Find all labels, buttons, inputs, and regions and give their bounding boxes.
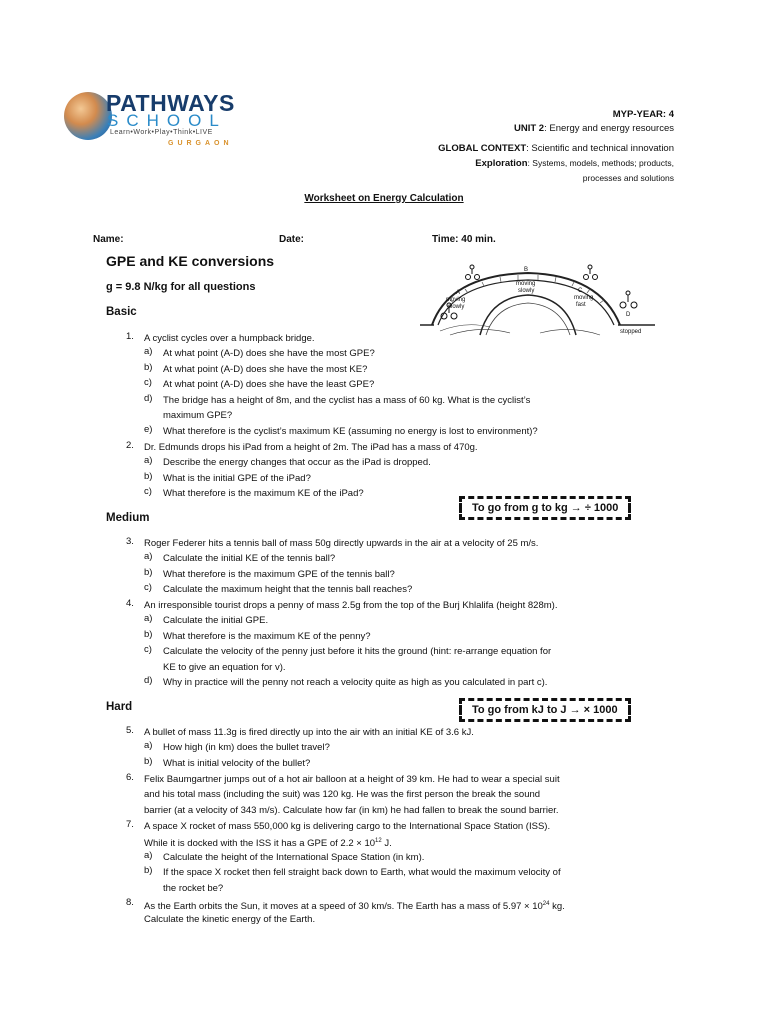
logo-tagline: Learn•Work•Play•Think•LIVE bbox=[110, 129, 213, 136]
conversion-kj-j-text: To go from kJ to J → × 1000 bbox=[472, 704, 618, 716]
q2-a-text: Describe the energy changes that occur as the iPad is dropped. bbox=[163, 457, 431, 468]
gravity-note: g = 9.8 N/kg for all questions bbox=[106, 281, 256, 293]
conversion-box-g-kg bbox=[459, 496, 631, 520]
q1-b-label: b) bbox=[144, 362, 153, 373]
q5-number: 5. bbox=[126, 725, 134, 736]
q7-number: 7. bbox=[126, 819, 134, 830]
q4-d-text: Why in practice will the penny not reach a velocity quite as high as you calculated in part c). bbox=[163, 677, 548, 688]
section-medium: Medium bbox=[106, 512, 150, 524]
q4-d-label: d) bbox=[144, 675, 153, 686]
q2-a-label: a) bbox=[144, 455, 153, 466]
q7-b-text-2: the rocket be? bbox=[163, 883, 224, 894]
q7-text-2 bbox=[144, 834, 654, 852]
point-d-text: stopped bbox=[620, 329, 642, 335]
q7-gpe-unit: J. bbox=[381, 838, 392, 850]
q4-a-text: Calculate the initial GPE. bbox=[163, 615, 269, 626]
q5-text: A bullet of mass 11.3g is fired directly up into the air with an initial KE of 3.6 kJ. bbox=[144, 727, 474, 738]
q2-c-label: c) bbox=[144, 486, 152, 497]
q3-c-label: c) bbox=[144, 582, 152, 593]
q1-number: 1. bbox=[126, 331, 134, 342]
exploration-text: : Systems, models, methods; products, bbox=[527, 158, 674, 168]
q4-c-text-1: Calculate the velocity of the penny just before it hits the ground (hint: re-arrange equation for bbox=[163, 646, 552, 657]
point-b-label: B bbox=[524, 267, 529, 273]
worksheet-title: Worksheet on Energy Calculation bbox=[304, 193, 464, 204]
logo-city: GURGAON bbox=[168, 140, 233, 147]
q5-a-text: How high (in km) does the bullet travel? bbox=[163, 742, 330, 753]
q8-mass-exponent: 24 bbox=[542, 901, 550, 907]
q7-a-label: a) bbox=[144, 850, 153, 861]
context-label: GLOBAL CONTEXT bbox=[438, 143, 527, 154]
q2-b-label: b) bbox=[144, 471, 153, 482]
q7-text-1: A space X rocket of mass 550,000 kg is delivering cargo to the International Space Station (ISS). bbox=[144, 821, 551, 832]
q1-d-label: d) bbox=[144, 393, 153, 404]
q4-a-label: a) bbox=[144, 613, 153, 624]
point-b-text-2: slowly bbox=[518, 288, 535, 294]
q8-mass-unit: kg. bbox=[549, 901, 565, 913]
q4-number: 4. bbox=[126, 598, 134, 609]
q7-a-text: Calculate the height of the International Space Station (in km). bbox=[163, 852, 425, 863]
time-label: Time: 40 min. bbox=[432, 234, 496, 245]
q6-text-3: barrier (at a velocity of 343 m/s). Calculate how far (in km) he had fallen to break the sound barrier. bbox=[144, 805, 559, 816]
q3-b-text: What therefore is the maximum GPE of the tennis ball? bbox=[163, 569, 395, 580]
logo-school: SCHOOL bbox=[107, 111, 227, 130]
q2-b-text: What is the initial GPE of the iPad? bbox=[163, 473, 311, 484]
unit-text: : Energy and energy resources bbox=[544, 123, 674, 134]
q2-text: Dr. Edmunds drops his iPad from a height of 2m. The iPad has a mass of 470g. bbox=[144, 442, 478, 453]
point-a-label: A bbox=[456, 290, 461, 296]
q8-text-2: Calculate the kinetic energy of the Earth. bbox=[144, 914, 316, 925]
q1-b-text: At what point (A-D) does she have the most KE? bbox=[163, 364, 368, 375]
q4-text: An irresponsible tourist drops a penny of mass 2.5g from the top of the Burj Khlalifa (height 828m). bbox=[144, 600, 558, 611]
q2-c-text: What therefore is the maximum KE of the iPad? bbox=[163, 488, 364, 499]
q1-e-label: e) bbox=[144, 424, 153, 435]
q1-c-text: At what point (A-D) does she have the least GPE? bbox=[163, 379, 375, 390]
bridge-diagram bbox=[420, 255, 655, 340]
q3-text: Roger Federer hits a tennis ball of mass 50g directly upwards in the air at a velocity of 25 m/s. bbox=[144, 538, 539, 549]
point-c-label: C bbox=[578, 288, 583, 294]
q1-a-text: At what point (A-D) does she have the most GPE? bbox=[163, 348, 375, 359]
q1-text: A cyclist cycles over a humpback bridge. bbox=[144, 333, 315, 344]
q5-a-label: a) bbox=[144, 740, 153, 751]
q6-text-2: and his total mass (including the suit) was 120 kg. He was the first person the break the sound bbox=[144, 789, 541, 800]
name-label: Name: bbox=[93, 234, 124, 245]
q1-d-text-1: The bridge has a height of 8m, and the cyclist has a mass of 60 kg. What is the cyclist’s bbox=[163, 395, 531, 406]
point-a-text-1: moving bbox=[446, 297, 466, 303]
section-heading: GPE and KE conversions bbox=[106, 253, 275, 269]
conversion-g-kg-text: To go from g to kg → ÷ 1000 bbox=[472, 502, 619, 514]
q4-c-text-2: KE to give an equation for v). bbox=[163, 662, 286, 673]
q4-b-text: What therefore is the maximum KE of the penny? bbox=[163, 631, 371, 642]
section-basic: Basic bbox=[106, 306, 137, 318]
exploration-label: Exploration bbox=[475, 158, 528, 169]
exploration-text-2: processes and solutions bbox=[582, 173, 674, 183]
logo-title: PATHWAYS bbox=[106, 90, 235, 116]
year-label: MYP-YEAR: 4 bbox=[612, 109, 674, 120]
q8-number: 8. bbox=[126, 897, 134, 908]
q5-b-text: What is initial velocity of the bullet? bbox=[163, 758, 311, 769]
q7-b-label: b) bbox=[144, 865, 153, 876]
header-info bbox=[438, 108, 674, 185]
q4-c-label: c) bbox=[144, 644, 152, 655]
q1-c-label: c) bbox=[144, 377, 152, 388]
q6-number: 6. bbox=[126, 772, 134, 783]
q7-gpe-exponent: 12 bbox=[375, 838, 382, 844]
point-c-text-2: fast bbox=[576, 302, 586, 308]
point-c-text-1: moving bbox=[574, 295, 594, 301]
q2-number: 2. bbox=[126, 440, 134, 451]
globe-icon bbox=[64, 92, 112, 140]
q1-e-text: What therefore is the cyclist’s maximum KE (assuming no energy is lost to environment)? bbox=[163, 426, 538, 437]
school-logo bbox=[62, 90, 272, 150]
point-d-label: D bbox=[626, 312, 631, 318]
q3-b-label: b) bbox=[144, 567, 153, 578]
q3-c-text: Calculate the maximum height that the tennis ball reaches? bbox=[163, 584, 413, 595]
q7-b-text-1: If the space X rocket then fell straight back down to Earth, what would the maximum velocity of bbox=[163, 867, 561, 878]
conversion-box-kj-j bbox=[459, 698, 631, 722]
q3-a-label: a) bbox=[144, 551, 153, 562]
q3-number: 3. bbox=[126, 536, 134, 547]
point-a-text-2: slowly bbox=[448, 304, 465, 310]
q1-d-text-2: maximum GPE? bbox=[163, 410, 233, 421]
q4-b-label: b) bbox=[144, 629, 153, 640]
q5-b-label: b) bbox=[144, 756, 153, 767]
context-text: : Scientific and technical innovation bbox=[526, 143, 674, 154]
q8-mass-text: As the Earth orbits the Sun, it moves at a speed of 30 km/s. The Earth has a mass of 5.97 × 10 bbox=[144, 901, 543, 913]
q6-text-1: Felix Baumgartner jumps out of a hot air balloon at a height of 39 km. He had to wear a special suit bbox=[144, 774, 560, 785]
q7-gpe-text: While it is docked with the ISS it has a GPE of 2.2 × 10 bbox=[144, 838, 376, 850]
point-b-text-1: moving bbox=[516, 281, 536, 287]
date-label: Date: bbox=[279, 234, 305, 245]
q3-a-text: Calculate the initial KE of the tennis ball? bbox=[163, 553, 336, 564]
section-hard: Hard bbox=[106, 701, 133, 713]
q1-a-label: a) bbox=[144, 346, 153, 357]
unit-label: UNIT 2 bbox=[514, 123, 545, 134]
